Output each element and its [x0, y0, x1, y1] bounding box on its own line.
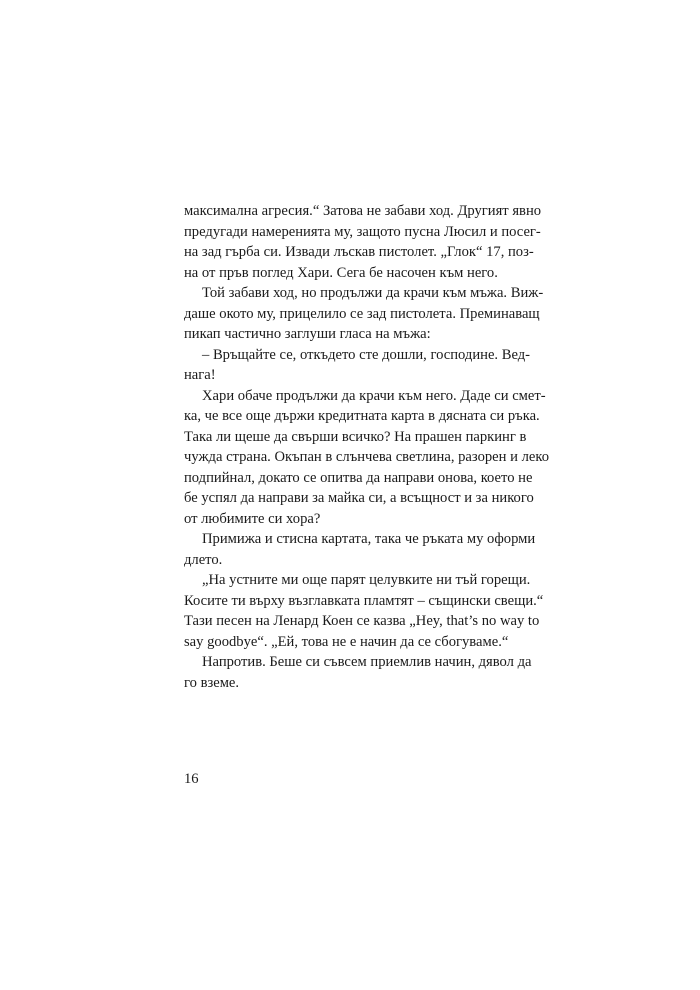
- text-line: на зад гърба си. Извади лъскав пистолет. „Глок“ 17, поз-: [184, 244, 534, 260]
- text-line: Тази песен на Ленард Коен се казва „Hey, that’s no way to: [184, 613, 540, 629]
- text-line: пикап частично заглуши гласа на мъжа:: [184, 326, 431, 342]
- text-line: предугади намеренията му, защото пусна Люсил и посег-: [184, 223, 541, 240]
- text-line: Така ли щеше да свърши всичко? На прашен паркинг в: [184, 428, 527, 445]
- text-line: го вземе.: [184, 674, 240, 691]
- text-line: – Връщайте се, откъдето сте дошли, господине. Вед-: [202, 346, 531, 363]
- text-line: Примижа и стисна картата, така че ръката му оформи: [202, 531, 536, 547]
- text-line: Хари обаче продължи да крачи към него. Даде си смет-: [202, 387, 546, 404]
- text-line: say goodbye“. „Ей, това не е начин да се сбогуваме.“: [184, 633, 509, 650]
- text-line: чужда страна. Окъпан в слънчева светлина, разорен и леко: [184, 449, 549, 465]
- text-line: Косите ти върху възглавката пламтят – същински свещи.“: [184, 592, 544, 609]
- text-line: от любимите си хора?: [184, 510, 321, 527]
- text-line: длето.: [184, 551, 223, 568]
- page-number: 16: [184, 771, 199, 787]
- text-line: бе успял да направи за майка си, а всъщност и за никого: [184, 490, 534, 506]
- text-line: Той забави ход, но продължи да крачи към мъжа. Виж-: [202, 285, 544, 301]
- text-line: подпийнал, докато се опитва да направи онова, което не: [184, 469, 533, 486]
- text-line: даше окото му, прицелило се зад пистолета. Преминаващ: [184, 305, 540, 322]
- text-line: нага!: [184, 367, 216, 383]
- body-text: [184, 201, 549, 693]
- text-line: на от пръв поглед Хари. Сега бе насочен към него.: [184, 264, 498, 281]
- text-line: максимална агресия.“ Затова не забави ход. Другият явно: [184, 203, 542, 219]
- text-line: Напротив. Беше си съвсем приемлив начин, дявол да: [202, 654, 532, 670]
- text-line: „На устните ми още парят целувките ни тъй горещи.: [202, 572, 531, 588]
- text-line: ка, че все още държи кредитната карта в дясната си ръка.: [184, 408, 540, 424]
